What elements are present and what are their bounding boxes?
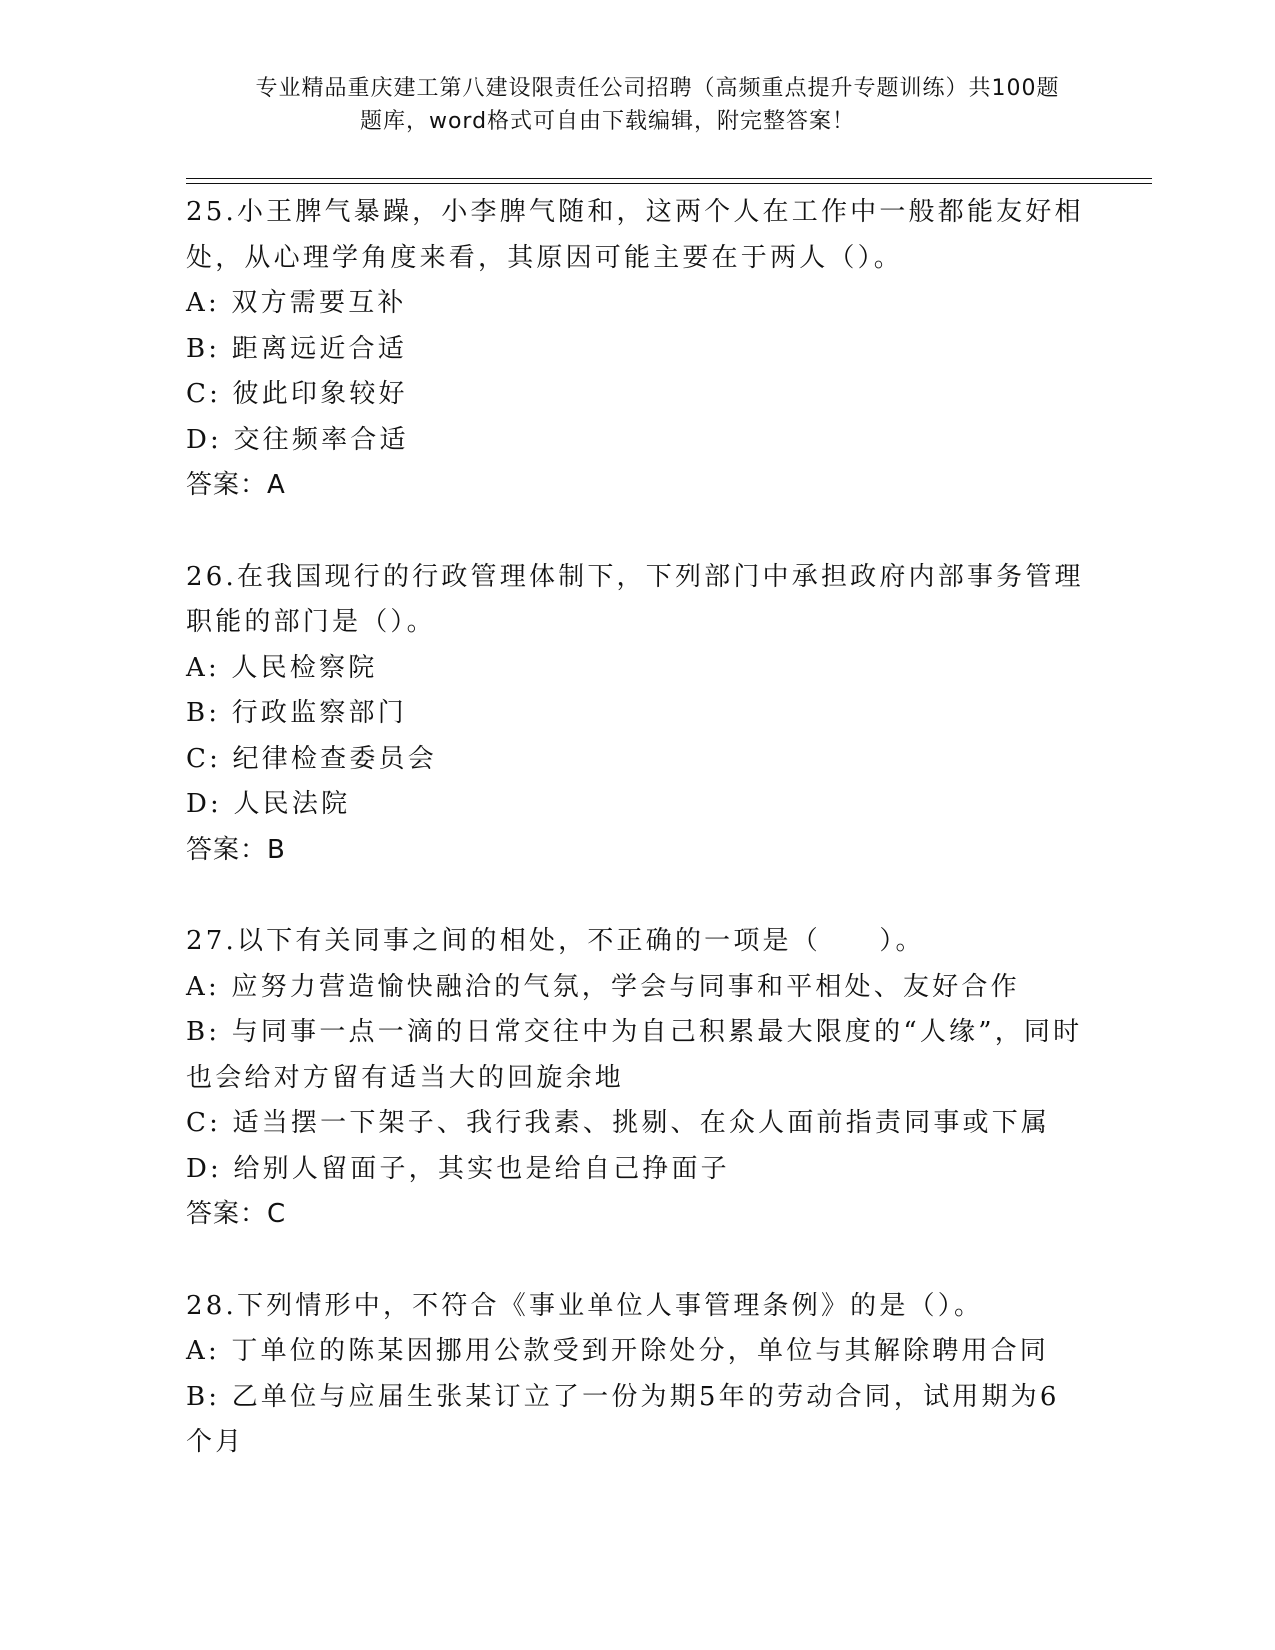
question-27 xyxy=(186,919,1086,1238)
question-28 xyxy=(186,1284,1086,1466)
option-d: D: 人民法院 xyxy=(186,789,351,819)
option-d: D: 给别人留面子，其实也是给自己挣面子 xyxy=(186,1153,730,1184)
header-divider-top xyxy=(186,178,1152,179)
answer-line: 答案：C xyxy=(186,1199,287,1229)
option-a: A: 应努力营造愉快融洽的气氛，学会与同事和平相处、友好合作 xyxy=(186,971,1020,1002)
option-a: A: 丁单位的陈某因挪用公款受到开除处分，单位与其解除聘用合同 xyxy=(186,1336,1050,1366)
option-c: C: 纪律检查委员会 xyxy=(186,743,437,774)
header-divider-bottom xyxy=(186,183,1152,184)
question-text: 28.下列情形中，不符合《事业单位人事管理条例》的是（）。 xyxy=(186,1290,984,1321)
option-b: B: 乙单位与应届生张某订立了一份为期5年的劳动合同，试用期为6个月 xyxy=(186,1381,1060,1457)
question-text: 27.以下有关同事之间的相处，不正确的一项是（ ）。 xyxy=(186,926,925,956)
question-25 xyxy=(186,190,1086,509)
question-text: 25.小王脾气暴躁，小李脾气随和，这两个人在工作中一般都能友好相处，从心理学角度来看，其原因可能主要在于两人（）。 xyxy=(186,197,1084,273)
question-list xyxy=(186,190,1086,1512)
question-text: 26.在我国现行的行政管理体制下，下列部门中承担政府内部事务管理职能的部门是（）。 xyxy=(186,561,1084,637)
option-c: C: 适当摆一下架子、我行我素、挑剔、在众人面前指责同事或下属 xyxy=(186,1108,1051,1138)
option-b: B: 距离远近合适 xyxy=(186,333,407,364)
question-26 xyxy=(186,555,1086,874)
page-header xyxy=(0,72,1275,138)
answer-line: 答案：B xyxy=(186,834,286,865)
option-b: B: 行政监察部门 xyxy=(186,698,407,728)
option-b: B: 与同事一点一滴的日常交往中为自己积累最大限度的“人缘”，同时也会给对方留有适当大的回旋余地 xyxy=(186,1017,1083,1093)
option-d: D: 交往频率合适 xyxy=(186,424,409,455)
option-a: A: 人民检察院 xyxy=(186,652,378,683)
header-line-2: 题库，word格式可自由下载编辑，附完整答案！ xyxy=(359,109,856,134)
answer-line: 答案：A xyxy=(186,470,286,500)
header-line-1: 专业精品重庆建工第八建设限责任公司招聘（高频重点提升专题训练）共100题 xyxy=(255,76,1060,101)
option-a: A: 双方需要互补 xyxy=(186,288,407,318)
option-c: C: 彼此印象较好 xyxy=(186,379,408,409)
